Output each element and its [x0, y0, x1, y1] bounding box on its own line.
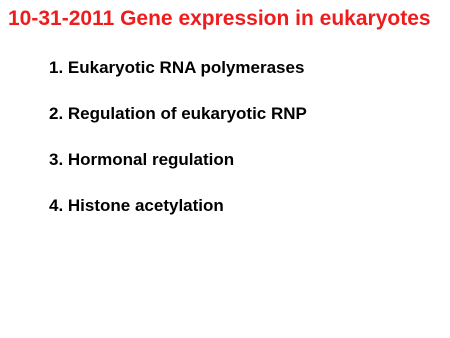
agenda-item-4: 4. Histone acetylation — [49, 196, 224, 215]
agenda-item-1: 1. Eukaryotic RNA polymerases — [49, 58, 305, 77]
agenda-item-2: 2. Regulation of eukaryotic RNP — [49, 104, 307, 123]
agenda-item-3: 3. Hormonal regulation — [49, 150, 235, 169]
slide-title: 10-31-2011 Gene expression in eukaryotes — [8, 7, 431, 30]
agenda-list — [49, 58, 307, 242]
